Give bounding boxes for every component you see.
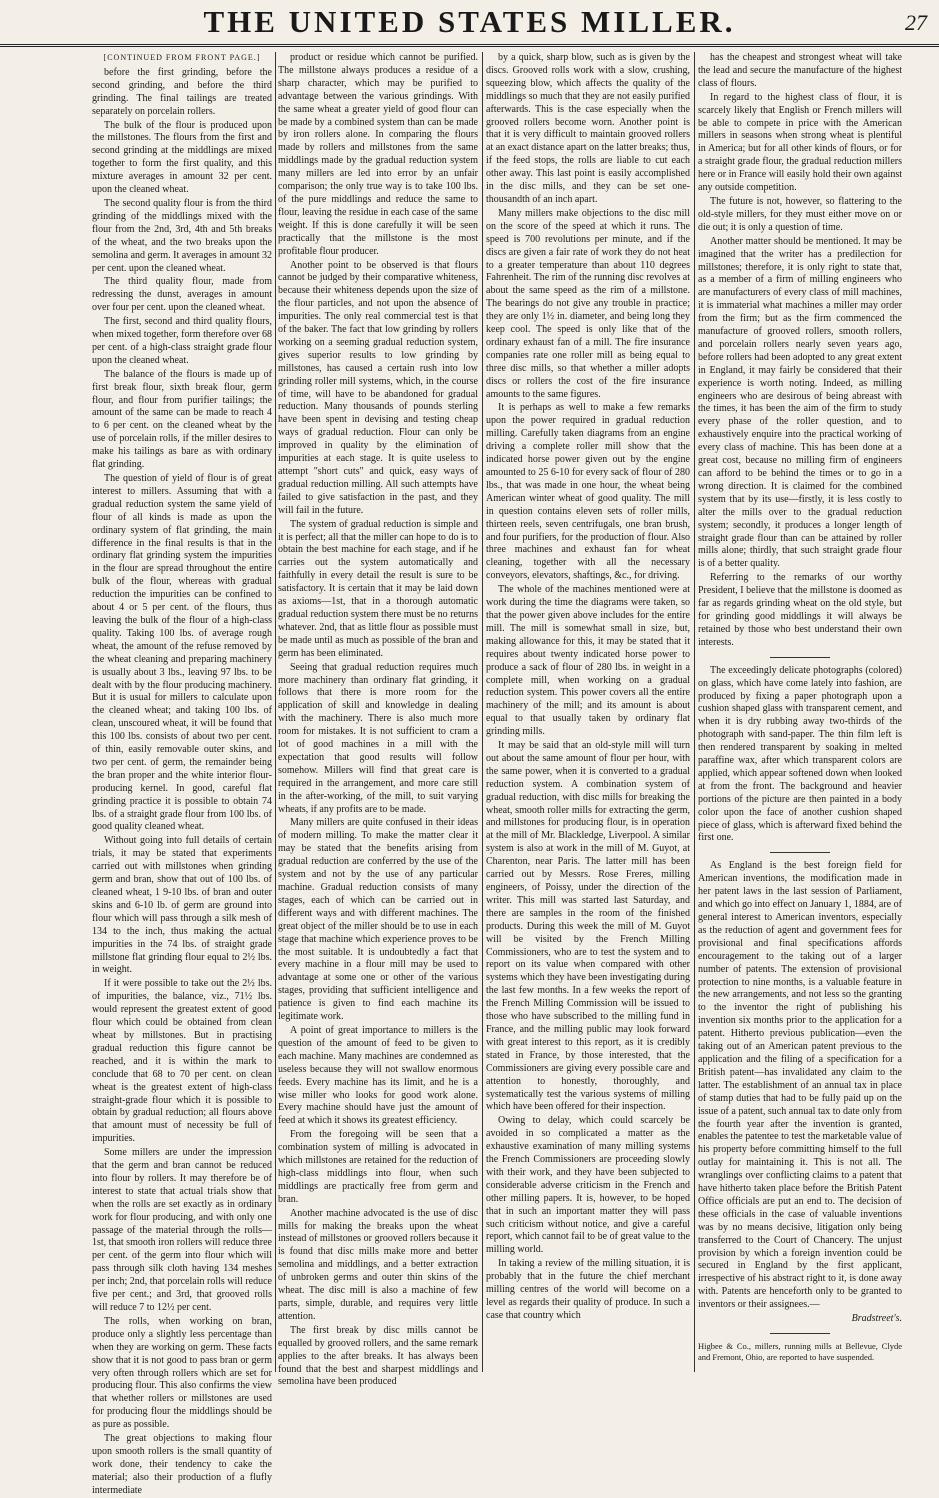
paragraph: The first break by disc mills cannot be equalled by grooved rollers, and the same remark applies to the after breaks. It has always been found that the best and sharpest middlings and semolina have been produced: [278, 1324, 478, 1388]
paragraph: The balance of the flours is made up of first break flour, sixth break flour, germ flour, and flour from purifier tailings; the amount of the same can be made to reach 4 to 6 per cent. on the cleaned wheat by the use of porcelain rolls, if the miller desires to make his tailings as bare as with ordinary flat grinding.: [92, 368, 272, 471]
paragraph: It is perhaps as well to make a few remarks upon the power required in gradual reduction milling. Carefully taken diagrams from an engine driving a complete roller mill show that the indicated horse power given out by the engine amounted to 25 6-10 for every sack of flour of 280 lbs., that was made in one hour, the wheat being American winter wheat of good quality. The mill in question contains eleven sets of roller mills, thirteen reels, seven centrifugals, one bran brush, and four purifiers, for the production of flour. Also three machines and exhaust fan for wheat cleaning, together with all the necessary conveyors, elevators, shaftings, &c., for driving.: [486, 402, 690, 582]
article-body: [92, 67, 272, 1498]
paragraph: Owing to delay, which could scarcely be avoided in so complicated a matter as the exhaustive examination of many milling systems the French Commissioners are proceeding slowly with their work, and they have been subjected to considerable adverse criticism in the French and other milling papers. It is, however, to be hoped that in such an important matter they will pass such criticism without notice, and give a careful report, which cannot fail to be of great value to the milling world.: [486, 1115, 690, 1256]
column-divider: [482, 52, 483, 1372]
article-separator: [770, 1333, 830, 1334]
paragraph: The system of gradual reduction is simple and it is perfect; all that the miller can hope to do is to obtain the best machine for each stage, and if he carries out the system automatically and faithfully in every detail the result is sure to be satisfactory. It is certain that it may be laid down as axioms—1st, that in a thorough automatic gradual reduction system there must be no returns whatever. 2nd, that as little flour as possible must be made until as much as possible of the bran and germ has been eliminated.: [278, 518, 478, 659]
paragraph: The first, second and third quality flours, when mixed together, form therefore over 68 per cent. of a high-class straight grade flour upon the cleaned wheat.: [92, 316, 272, 366]
paragraph: has the cheapest and strongest wheat will take the lead and secure the manufacture of the highest class of flours.: [698, 52, 902, 89]
paragraph: The second quality flour is from the third grinding of the middlings mixed with the flour from the 2nd, 3rd, 4th and 5th breaks of the wheat, and the two breaks upon the semolina and germ. It averages in amount 32 per cent. upon the cleaned wheat.: [92, 197, 272, 274]
paragraph: before the first grinding, before the second grinding, and before the third grinding. The final tailings are treated separately on porcelain rollers.: [92, 66, 272, 117]
article-body: [698, 52, 902, 650]
column-3: [486, 52, 690, 1372]
article-body: [278, 52, 478, 1389]
paragraph: As England is the best foreign field for American inventions, the modification made in her patent laws in the last session of Parliament, and which go into effect on January 1, 1884, are of general interest to American inventors, especially as the reduction of agent and government fees for provisional and final specifications affords encouragement to the taking out of a larger number of patents. The extension of provisional protection to nine months, is a valuable feature in the new arrangements, and not less so the granting to the inventor the right of publishing his invention six months prior to the application for a patent. Hitherto previous publication—even the taking out of an American patent previous to the application and the filing of a specification for a British patent—has invalidated any claim to the latter. The establishment of an annual tax in place of stamp duties that had to be fully paid up on the issue of a patent, such annual tax to date only from the fourth year after the invention is granted, enables the patentee to test the marketable value of his property before committing himself to the full outlay for maintaining it. This is not all. The wranglings over conflicting claims to a patent that have hitherto taken place before the British Patent Office officials are put an end to. The decision of these officials in the case of valuable inventions was by no means decisive, litigation only being transferred to the Court of Chancery. The unjust provision by which a foreign invention could be secured in England by the first applicant, irrespective of his abstract right to it, is done away with. Patents are henceforth only to be granted to inventors or their assignees.—: [698, 860, 902, 1311]
column-2: [278, 52, 478, 1388]
paragraph: Without going into full details of certain trials, it may be stated that experiments carried out with millstones when grinding germ and bran, show that out of 100 lbs. of cleaned wheat, 1 9-10 lbs. of bran and outer skins and 6-10 lb. of germ are ground into flour which will pass through a silk mesh of 134 to the inch, thus making the actual impurities in the 74 lbs. of straight grade millstone flat grinding flour equal to 2½ lbs. in weight.: [92, 835, 272, 976]
column-divider: [275, 52, 276, 1372]
patent-article: [698, 860, 902, 1312]
paragraph: product or residue which cannot be purified. The millstone always produces a residue of a sharp character, which may be purified to advantage between the various grindings. With the same wheat a greater yield of good flour can be made by a combined system than can be made by iron rollers alone. In comparing the flours made by rollers and millstones from the same middlings made by the gradual reduction system many millers are led into error by an unfair comparison; the only true way is to take 100 lbs. of the pure middlings and reduce the same to flour, leaving the residue in each case of the same weight. If this is done carefully it will be seen practically that the millstone is the most profitable flour producer.: [278, 52, 478, 257]
paragraph: If it were possible to take out the 2½ lbs. of impurities, the balance, viz., 71½ lbs. would represent the greatest extent of good flour which could be obtained from clean wheat by millstones. But in practising gradual reduction this figure cannot be reached, and it is within the mark to conclude that 68 to 70 per cent. on clean wheat is the greatest extent of high-class straight-grade flour which it is possible to obtain by gradual reduction; all flours above that amount must of necessity be full of impurities.: [92, 978, 272, 1145]
paragraph: A point of great importance to millers is the question of the amount of feed to be given to each machine. Many machines are condemned as useless because they will not swallow enormous feeds. Every machine has its limit, and he is a wise miller who looks for good work alone. Every machine should have just the amount of feed at which it shows its greatest efficiency.: [278, 1024, 478, 1127]
column-1: [92, 52, 272, 1496]
paragraph: Many millers are quite confused in their ideas of modern milling. To make the matter clear it may be stated that the benefits arising from gradual reduction are conferred by the use of the system and not by the use of any particular machine. Gradual reduction consists of many stages, each of which can be carried out in different ways and with different machines. The great object of the miller should be to use in each stage that machine which experience proves to be the most suitable. It is undoubtedly a fact that every machine in a flour mill may be used to advantage at some one or other of the various stages, providing that sufficient intelligence and patience is given to find each machine its legitimate work.: [278, 817, 478, 1023]
paragraph: The third quality flour, made from redressing the dunst, averages in amount over four per cent. upon the cleaned wheat.: [92, 276, 272, 314]
paragraph: The exceedingly delicate photographs (colored) on glass, which have come lately into fashion, are produced by fixing a paper photograph upon a cushion shaped glass with transparent cement, and when it is dry rubbing away two-thirds of the photograph with sand-paper. The thin film left is then rendered transparent by soaking in melted paraffine wax, after which transparent colors are applied, which appear softened down when looked at from the front. The background and heavier portions of the picture are then painted in a body color upon the face of another cushion shaped piece of glass, which is afterward fixed behind the first one.: [698, 664, 902, 844]
masthead: [0, 0, 939, 47]
column-4: [698, 52, 902, 1372]
paragraph: It may be said that an old-style mill will turn out about the same amount of flour per hour, with the same power, when it is converted to a gradual reduction system. A combination system of gradual reduction, with disc mills for breaking the wheat, smooth roller mills for extracting the germ, and millstones for producing flour, is in operation at the mill of Mr. Blackledge, Liverpool. A similar system is also at work in the mill of M. Guyot, at Charenton, near Paris. The latter mill has been carried out by Messrs. Rose Freres, milling engineers, of Poissy, under the direction of the writer. This mill was started last Saturday, and there are samples in the room of the finished products. During this week the mill of M. Guyot will be visited by the French Milling Commissioners, who are to test the system and to report on its value when compared with other systems which they have been investigating during the last few months. In a few weeks the report of the French Milling Commission will be issued to those who have subscribed to the milling fund in France, and the milling public may look forward with great interest to this report, as it is credibly stated in France, by those interested, that the Commissioners are giving every possible care and attention to honestly, thoroughly, and systematically test the various systems of milling which have been offered for their inspection.: [486, 740, 690, 1113]
page-number: 27: [905, 10, 927, 35]
mill-notice: Higbee & Co., millers, running mills at Bellevue, Clyde and Fremont, Ohio, are reported to have suspended.: [698, 1341, 902, 1362]
continued-note: [CONTINUED FROM FRONT PAGE.]: [103, 53, 261, 62]
paragraph: by a quick, sharp blow, such as is given by the discs. Grooved rolls work with a slow, crushing, squeezing blow, which affects the quality of the middlings so much that they are not easily purified afterwards. This is the case especially when the grooved rollers become worn. Another point is that it is very difficult to maintain grooved rollers at an exact distance apart on the latter breaks; thus, if the feed stops, the rolls are liable to cut each other away. This last point is easily accomplished in the disc mills, and they can be set one-thousandth of an inch apart.: [486, 52, 690, 205]
paragraph: The rolls, when working on bran, produce only a slightly less percentage than when they are working on germ. These facts show that it is not good to pass bran or germ very often through rollers which are set for producing flour. This also confirms the view that whether rollers or millstones are used for producing flour the middlings should be as pure as possible.: [92, 1315, 272, 1431]
paragraph: In taking a review of the milling situation, it is probably that in the future the chief merchant milling centres of the world will become on a level as regards their quality of produce. In such a case that country which: [486, 1258, 690, 1321]
article-separator: [770, 852, 830, 853]
paragraph: The question of yield of flour is of great interest to millers. Assuming that with a gradual reduction system the same yield of flour of all kinds is made as upon the ordinary system of flat grinding, the main difference in the final results is that in the ordinary flat grinding system the impurities in the flour are spread throughout the entire bulk of the flour, whereas with gradual reduction the impurities can be confined to about 4 or 5 per cent. of the flours, thus leaving the bulk of the flour of a high-class quality. Taking 100 lbs. of average rough wheat, the amount of the refuse removed by the wheat cleaning and preparing machinery is usually about 3 lbs., leaving 97 lbs. to be dealt with by the flour producing machinery. But it is usual for millers to calculate upon the cleaned wheat; and taking 100 lbs. of clean, unscoured wheat, it will be found that this 100 lbs. consists of about two per cent. of thin, easily removable outer skins, and two per cent. of germ, the remainder being the bran proper and the white interior flour-producing kernel. In good, careful flat grinding practice it is possible to obtain 74 lbs. of a straight grade flour from 100 lbs. of good quality cleaned wheat.: [92, 473, 272, 833]
paragraph: From the foregoing will be seen that a combination system of milling is advocated in which millstones are retained for the reduction of high-class middlings into flour, when such middlings are practically free from germ and bran.: [278, 1129, 478, 1205]
paragraph: In regard to the highest class of flour, it is scarcely likely that English or French millers will be able to compete in price with the American millers in seasons when strong wheat is plentiful in America; but for all other kinds of flours, or for a straight grade flour, the gradual reduction millers here or in France will easily hold their own against any outside competition.: [698, 91, 902, 194]
photograph-article: [698, 665, 902, 846]
page-title: THE UNITED STATES MILLER.: [203, 4, 736, 39]
paragraph: Another machine advocated is the use of disc mills for making the breaks upon the wheat instead of millstones or grooved rollers because it is found that disc mills make more and better semolina and middlings, and a better extraction of unbroken germs and outer thin skins of the wheat. The disc mill is also a machine of few parts, simple, durable, and requires very little attention.: [278, 1207, 478, 1322]
paragraph: Another matter should be mentioned. It may be imagined that the writer has a predilection for millstones; therefore, it is only right to state that, as a member of a firm of milling engineers who are manufacturers of every class of mill machines, it is immaterial what machines a miller may order from the firm; but as the firm commenced the manufacture of grooved rollers, smooth rollers, and porcelain rollers nearly seven years ago, before rollers had been adopted to any great extent in England, it may fairly be considered that their experience is worth noting. Indeed, as milling engineers who are desirous of being abreast with the times, it has been the aim of the firm to study every phase of the roller question, and to exhaustively enquire into the practical working of every class of machine. This has been done at a great cost, because no milling firm of engineers can afford to be behind the times or to go in a wrong direction. It is claimed for the combined system that by its use—firstly, it is less costly to alter the mills over to the gradual reduction system; secondly, it produces a longer length of straight grade flour than can be attained by roller mills alone; thirdly, that such straight grade flour is of a better quality.: [698, 235, 902, 570]
article-separator: [770, 657, 830, 658]
paragraph: Referring to the remarks of our worthy President, I believe that the millstone is doomed as far as regards grinding wheat on the old style, but for grinding good middlings it will always be retained by those who best understand their own interests.: [698, 572, 902, 648]
paragraph: Seeing that gradual reduction requires much more machinery than ordinary flat grinding, it follows that there is more room for the application of skill and knowledge in dealing with the machinery. There is also much more room for mistakes. It is not sufficient to cram a lot of good machines in a mill with the expectation that good results will follow somehow. Millers will find that great care is required in the arrangement, and more care still in the after-working, of the mill, to suit varying wheats, if any profits are to be made.: [278, 661, 478, 815]
source-credit: Bradstreet's.: [851, 1313, 902, 1325]
paragraph: The bulk of the flour is produced upon the millstones. The flours from the first and second grinding at the middlings are mixed together to form the first quality, and this mixture averages in amount 32 per cent. upon the cleaned wheat.: [92, 119, 272, 196]
article-body: [486, 52, 690, 1323]
paragraph: The future is not, however, so flattering to the old-style millers, for they must either move on or die out; it is only a question of time.: [698, 195, 902, 233]
paragraph: Many millers make objections to the disc mill on the score of the speed at which it runs. The speed is 700 revolutions per minute, and if the discs are given a fair rate of work they do not heat to a greater temperature than about 110 degrees Fahrenheit. The rim of the running disc revolves at about the same speed as the rim of a millstone. The bearings do not give any trouble in practice; they are only 1½ in. diameter, and being long they keep cool. The speed is only like that of the ordinary exhaust fan of a mill. The fire insurance companies rate one roller mill as being equal to three disc mills, so that whether a miller adopts discs or rollers the cost of the fire insurance amounts to the same figures.: [486, 207, 690, 400]
paragraph: The whole of the machines mentioned were at work during the time the diagrams were taken, so that the power given above includes for the entire mill. The mill is somewhat small in size, but, making allowance for this, it may be stated that it requires about twenty indicated horse power to produce a sack of flour of 280 lbs. in weight in a complete mill, when working on a gradual reduction system. This power covers all the entire machinery of the mill; and its amount is about equal to that usually taken by ordinary flat grinding mills.: [486, 584, 690, 738]
paragraph: The great objections to making flour upon smooth rollers is the small quantity of work done, their tendency to cake the material; also their production of a flufly intermediate: [92, 1433, 272, 1496]
paragraph: Another point to be observed is that flours cannot be judged by their comparative whiteness, because their whiteness depends upon the size of the flour particles, and not upon the absence of impurities. The only real commercial test is that of the baker. The fact that low grinding by rollers working on a seeming gradual reduction system, gives superior results to low grinding by millstones, has caused a certain rush into low grinding roller mill systems, which, in the course of time, will have to be abandoned for gradual reduction. Many thousands of pounds sterling have been spent in devising and testing cheap ways of gradual reduction. Flour can only be improved in quality by the elimination of impurities at each stage. It is quite useless to attempt "short cuts" and quick, easy ways of gradual reduction milling. All such attempts have failed to give satisfaction in the past, and they will fail in the future.: [278, 259, 478, 516]
paragraph: Some millers are under the impression that the germ and bran cannot be reduced into flour by rollers. It may therefore be of interest to state that actual trials show that when the rolls are set exactly as in ordinary work for flour producing, and with only one passage of the material through the rolls—1st, that smooth iron rollers will reduce three per cent. of the germ into flour which will pass through silk cloth having 134 meshes per inch; 2nd, that porcelain rolls will reduce five per cent.; and 3rd, that grooved rolls will reduce 7 to 12½ per cent.: [92, 1147, 272, 1313]
column-divider: [694, 52, 695, 1372]
